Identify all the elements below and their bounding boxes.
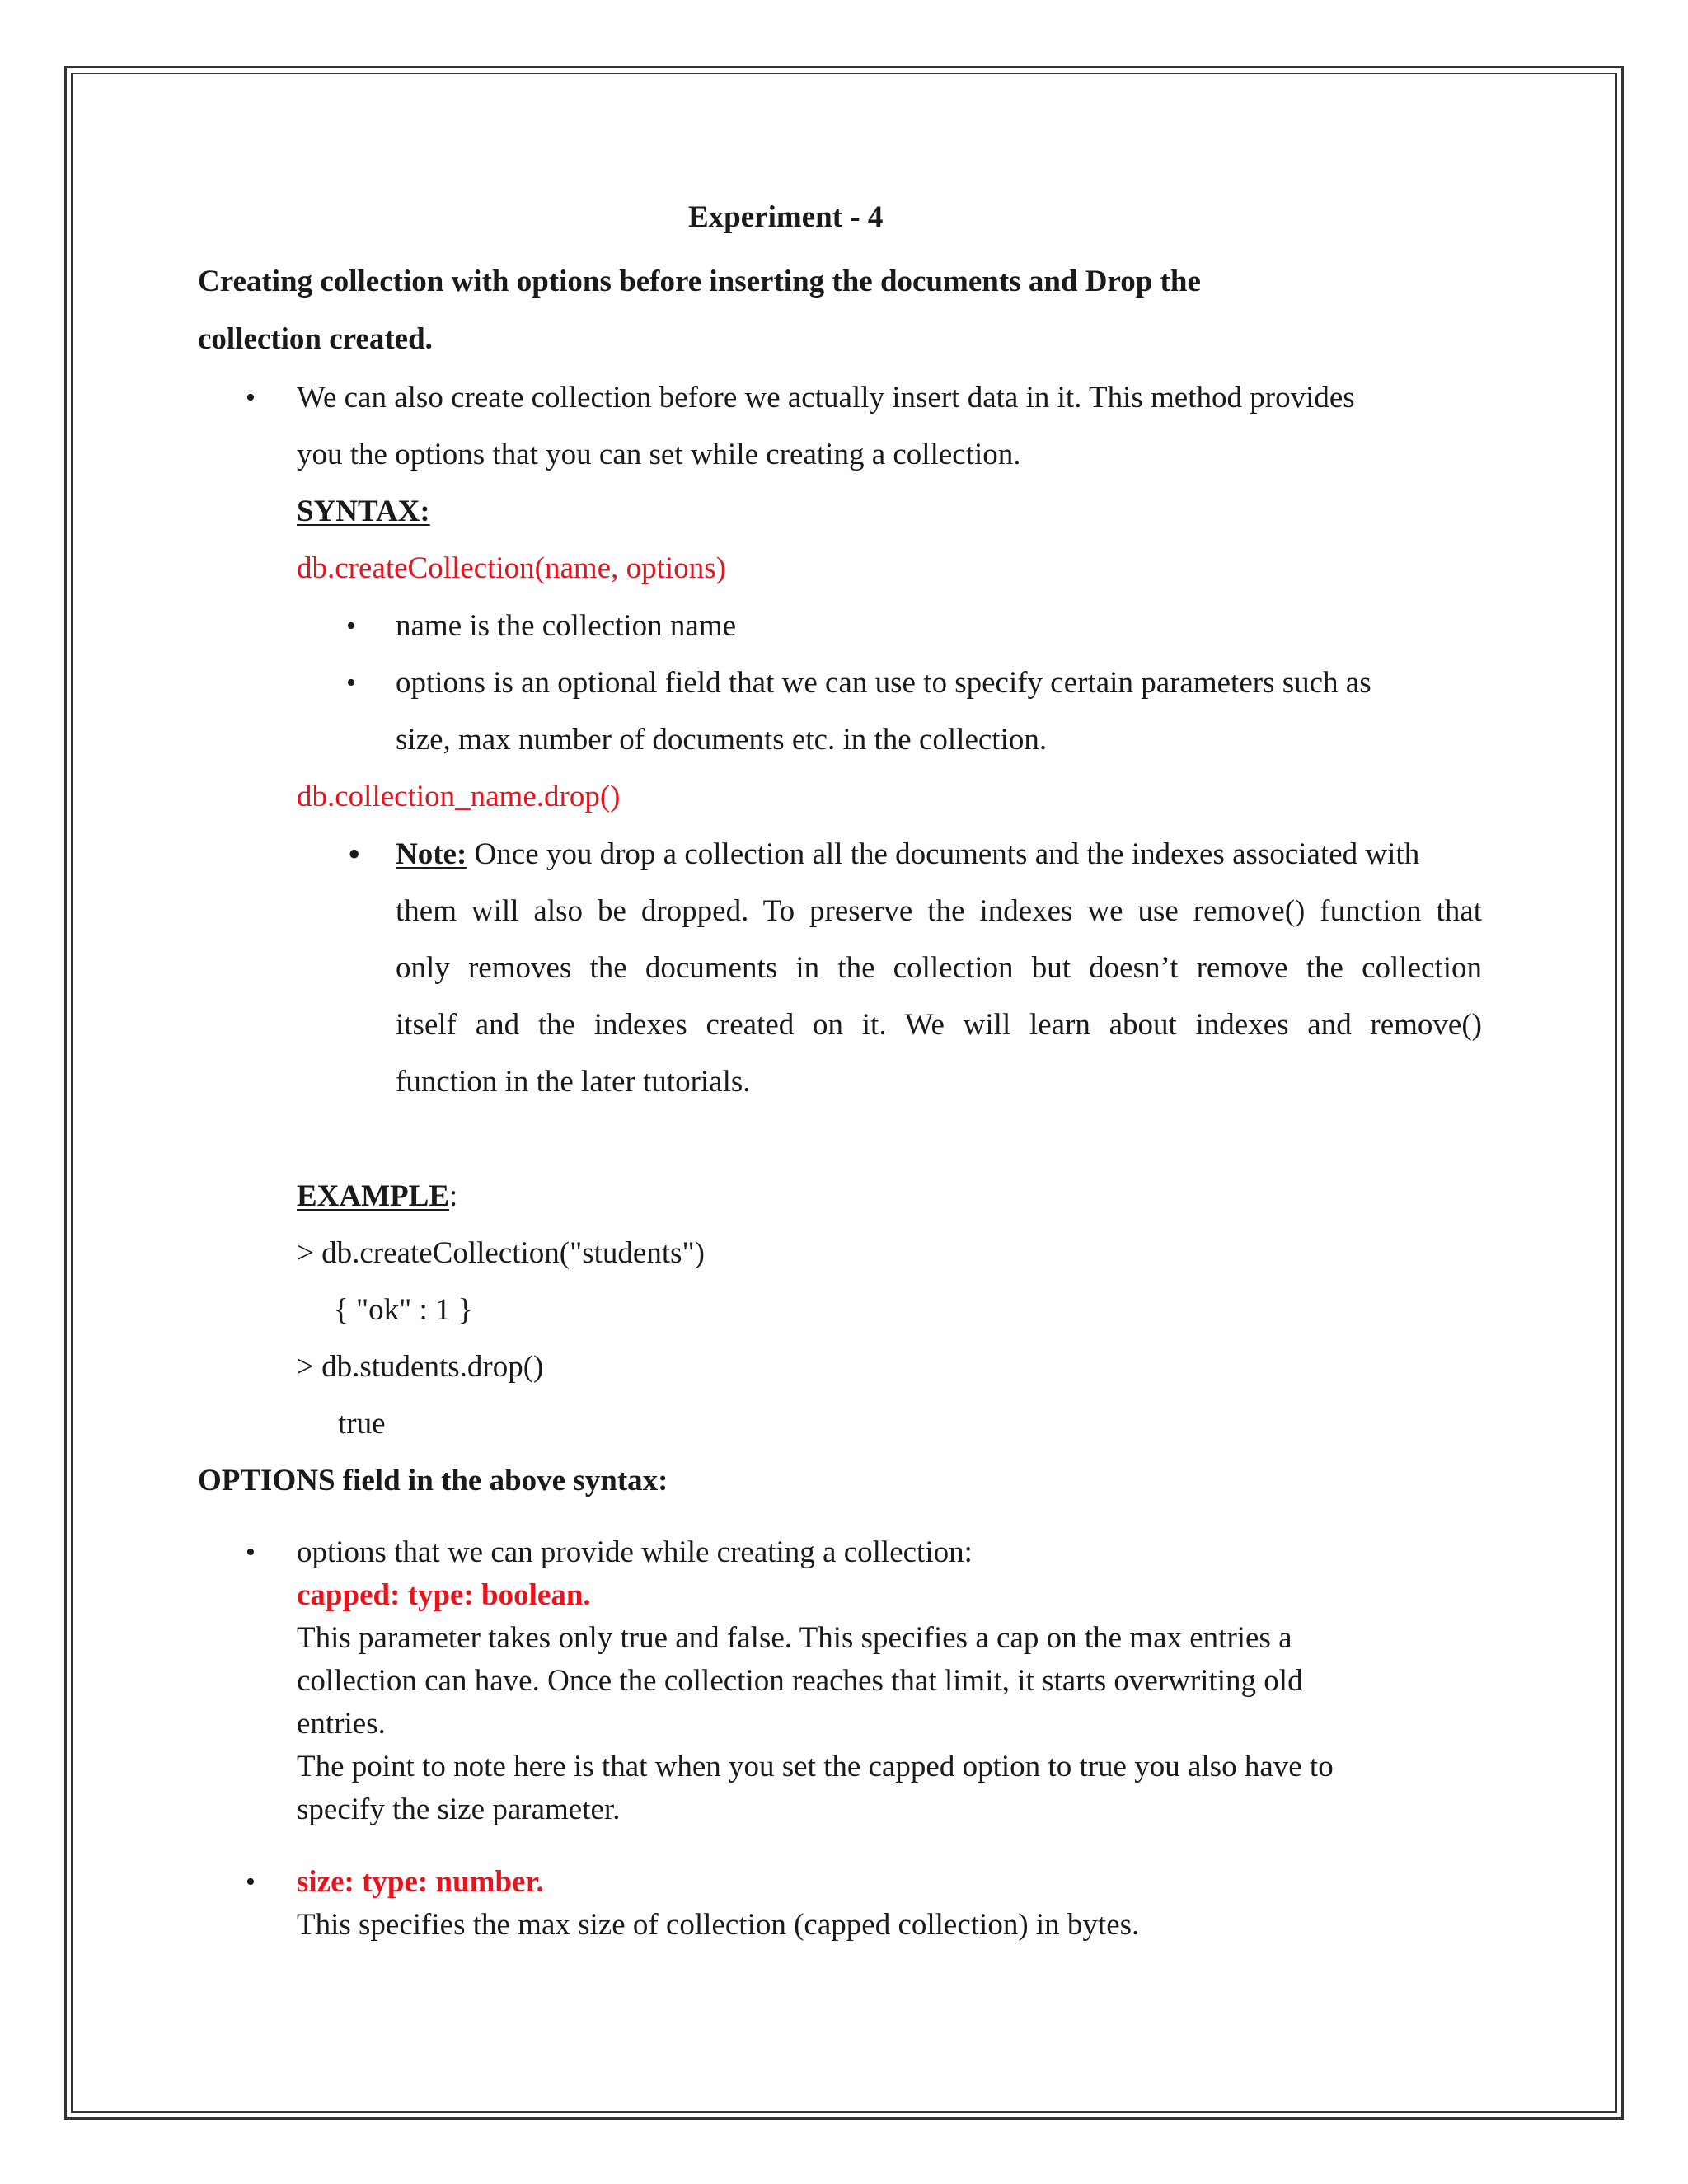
note-line-4: itself and the indexes created on it. We will learn about indexes and remove(): [396, 1008, 1482, 1042]
bullet-glyph: •: [346, 611, 356, 641]
capped-label: capped: type: boolean.: [297, 1578, 591, 1612]
syntax-label: SYNTAX:: [297, 494, 430, 528]
capped-line-3: entries.: [297, 1707, 386, 1741]
drop-code: db.collection_name.drop(): [297, 780, 621, 813]
note-label: Note:: [396, 837, 467, 871]
bullet-glyph: •: [246, 382, 256, 413]
note-line-2: them will also be dropped. To preserve the indexes we use remove() function that: [396, 894, 1482, 928]
intro-line-1: We can also create collection before we actually insert data in it. This method provides: [297, 381, 1355, 415]
bullet-glyph: •: [246, 1537, 256, 1568]
example-label: EXAMPLE: [297, 1179, 449, 1213]
note-line-3: only removes the documents in the collection but doesn’t remove the collection: [396, 951, 1482, 985]
capped-line-5: specify the size parameter.: [297, 1793, 621, 1826]
bullet-glyph: •: [346, 668, 356, 698]
section-heading-line-1: Creating collection with options before inserting the documents and Drop the: [198, 265, 1201, 298]
options-intro: options that we can provide while creating a collection:: [297, 1535, 973, 1569]
options-heading: OPTIONS field in the above syntax:: [198, 1464, 668, 1497]
capped-line-2: collection can have. Once the collection reaches that limit, it starts overwriting old: [297, 1664, 1303, 1698]
syntax-bullet-name: name is the collection name: [396, 609, 737, 643]
note-text: Once you drop a collection all the documents and the indexes associated with: [467, 837, 1420, 871]
example-line-4: true: [338, 1407, 386, 1441]
example-line-2: { "ok" : 1 }: [334, 1293, 473, 1327]
example-line-1: > db.createCollection("students"): [297, 1236, 705, 1270]
page-title: Experiment - 4: [688, 200, 884, 234]
syntax-bullet-options: options is an optional field that we can use to specify certain parameters such as: [396, 666, 1372, 700]
example-line-3: > db.students.drop(): [297, 1350, 544, 1384]
note-line-1: [396, 837, 1419, 873]
intro-line-2: you the options that you can set while creating a collection.: [297, 438, 1021, 471]
capped-line-1: This parameter takes only true and false. This specifies a cap on the max entries a: [297, 1621, 1292, 1655]
capped-line-4: The point to note here is that when you set the capped option to true you also have to: [297, 1750, 1334, 1783]
size-label: size: type: number.: [297, 1865, 544, 1899]
example-label-line: [297, 1179, 457, 1215]
size-line: This specifies the max size of collection (capped collection) in bytes.: [297, 1908, 1140, 1942]
section-heading-line-2: collection created.: [198, 322, 433, 356]
syntax-code: db.createCollection(name, options): [297, 551, 726, 585]
note-line-5: function in the later tutorials.: [396, 1065, 751, 1099]
syntax-bullet-options-cont: size, max number of documents etc. in the collection.: [396, 723, 1048, 757]
bullet-glyph: •: [246, 1867, 256, 1897]
example-colon: :: [449, 1179, 458, 1213]
bullet-glyph: •: [348, 834, 361, 874]
